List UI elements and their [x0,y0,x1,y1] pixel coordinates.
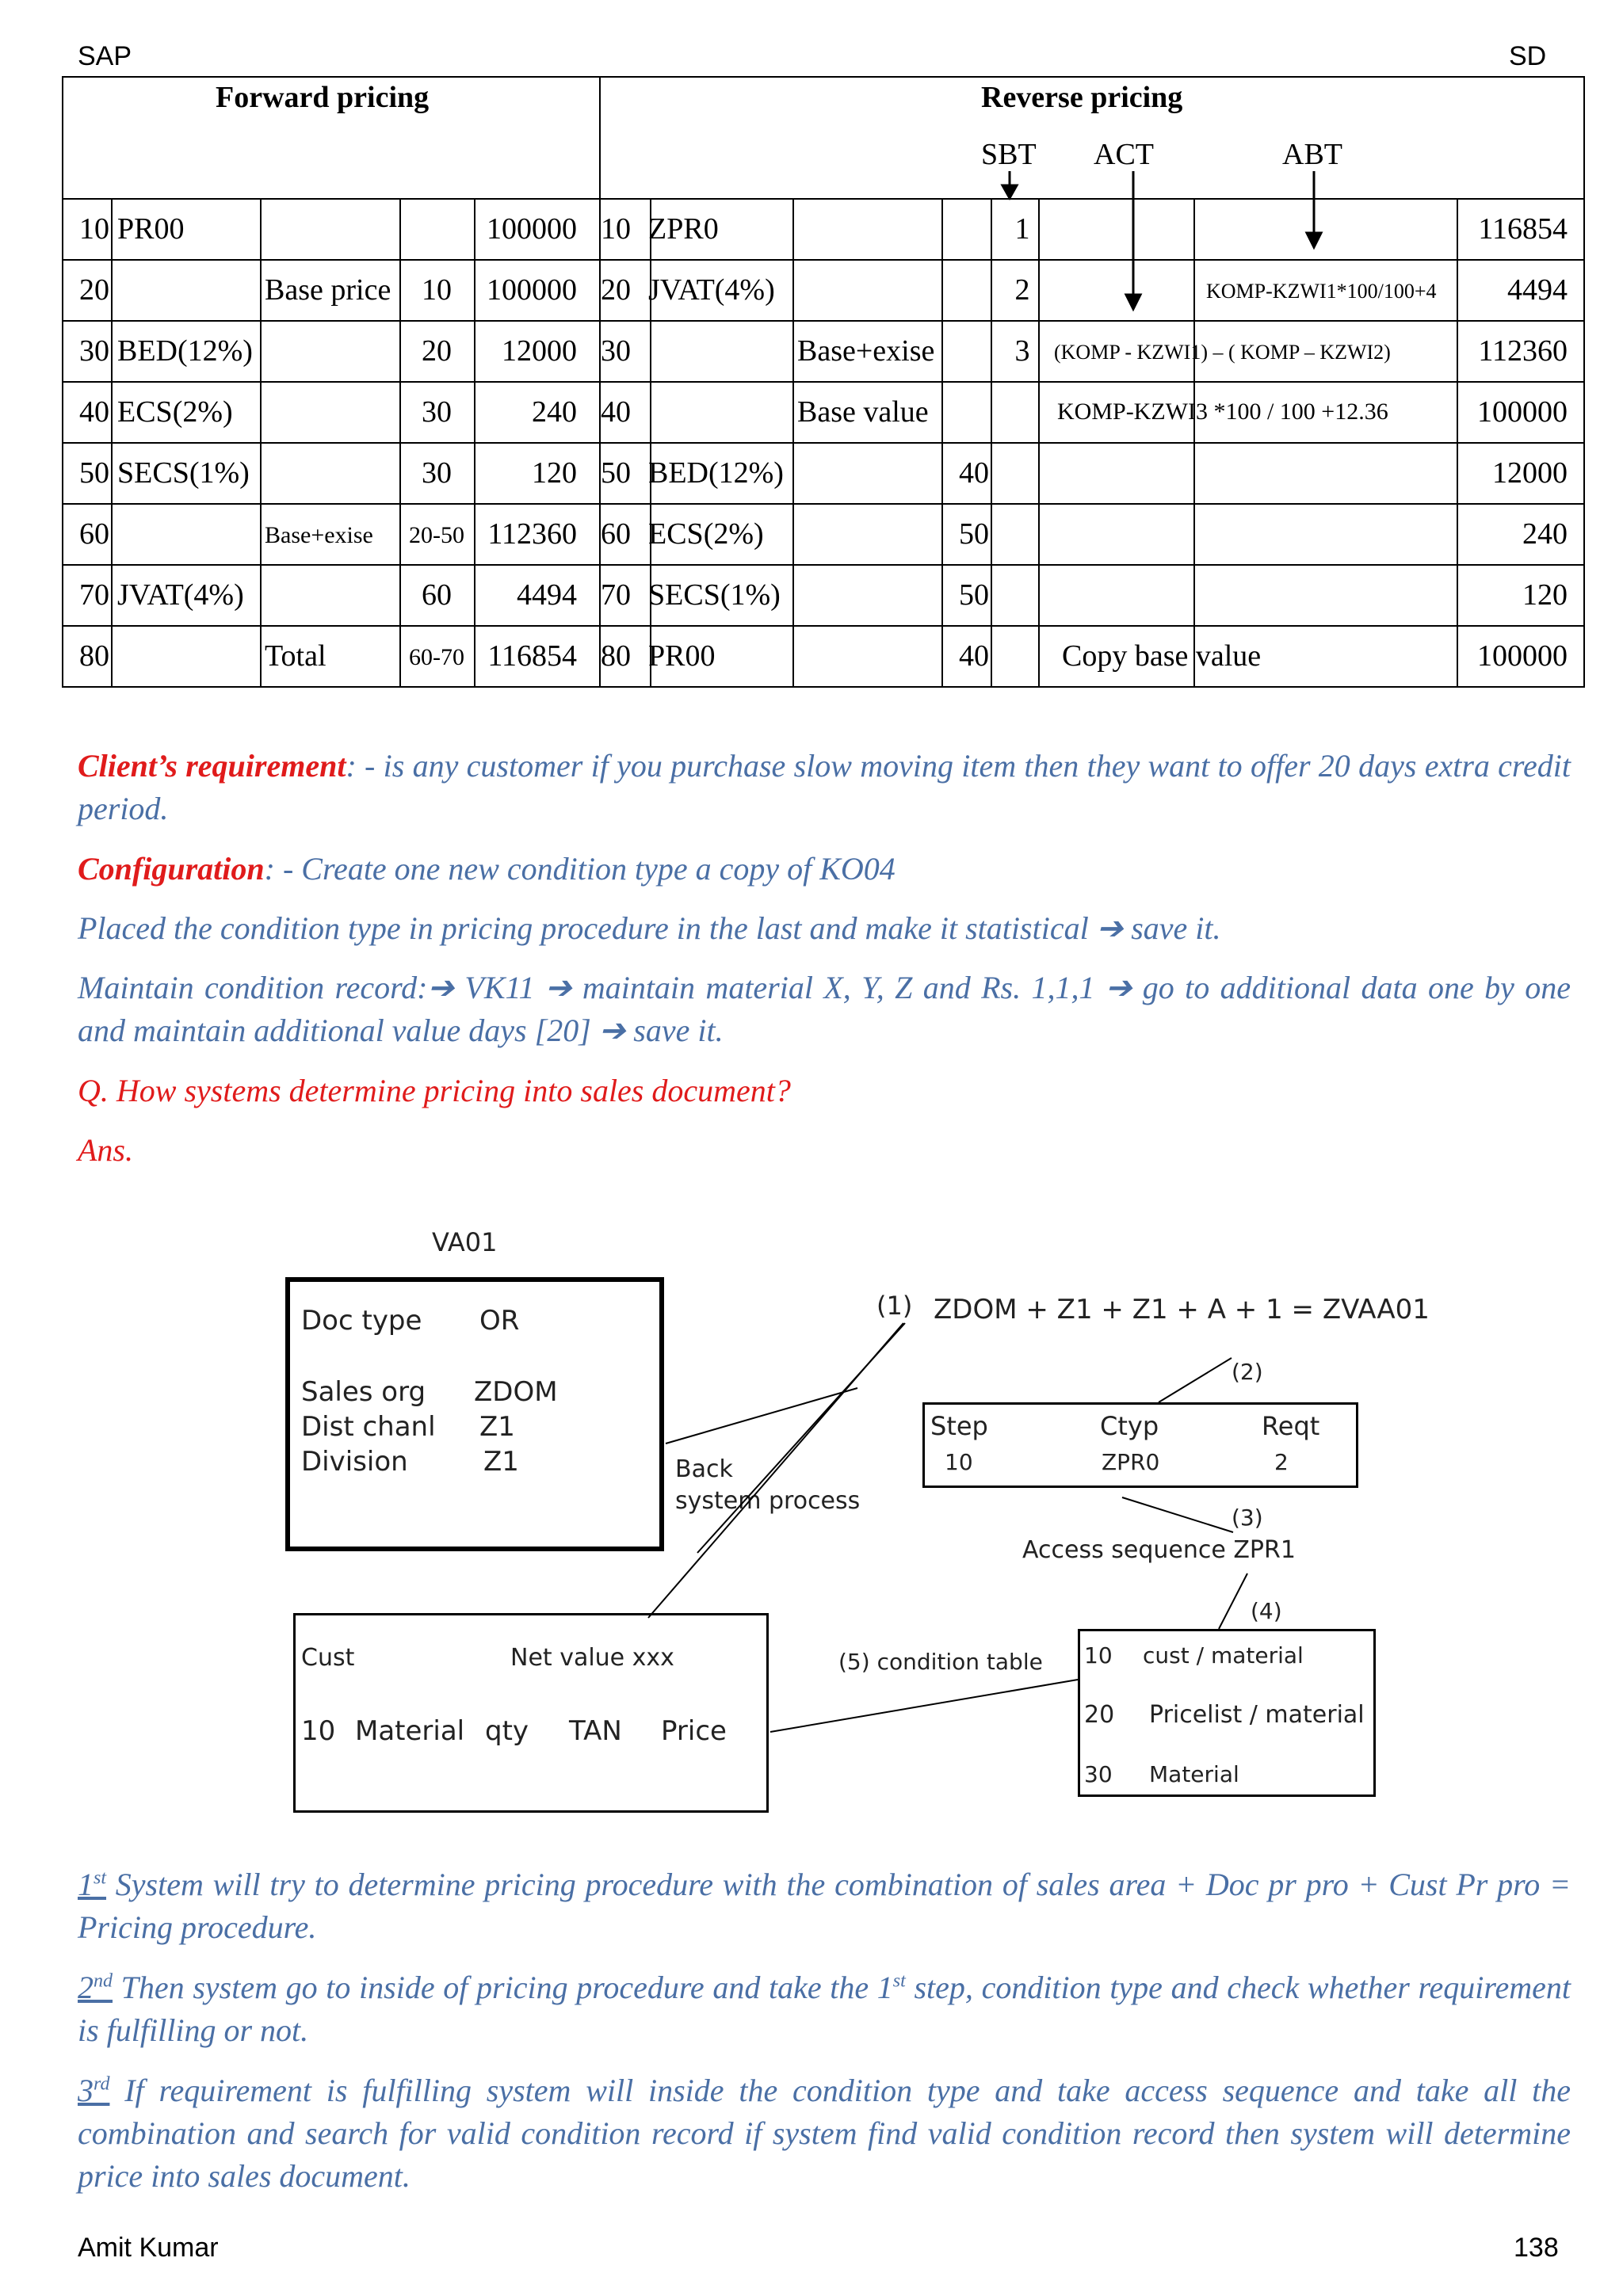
p1-body: System will try to determine pricing procedure with the combination of sales area + Doc pr pro + Cust Pr pro = Pricing procedure. [78,1867,1571,1945]
footer-page-number: 138 [1514,2233,1559,2263]
p2-ordinal [78,1970,113,2005]
step-3-label: (3) [1232,1505,1263,1531]
item-price: Price [661,1715,727,1747]
table-cell-r-step: 10 [601,212,631,246]
net-value-label: Net value xxx [510,1644,674,1672]
table-cell-f-step: 30 [79,334,109,368]
table-cell-f-val: 100000 [487,273,577,307]
step-1-label: (1) [876,1291,913,1321]
forward-pricing-title: Forward pricing [216,81,430,114]
ctyp-header: Ctyp [1100,1411,1159,1441]
table-cell-f-step: 50 [79,456,109,490]
table-cell-f-from: 20-50 [409,522,464,548]
table-cell-f-step: 40 [79,395,109,429]
table-cell-r-val: 116854 [1478,212,1568,246]
table-cell-r-formula: KOMP-KZWI1*100/100+4 [1206,280,1437,303]
p3-sup: rd [94,2073,110,2095]
table-cell-r-val: 120 [1522,578,1568,612]
header-left: SAP [78,41,132,71]
table-cell-r-val: 100000 [1477,395,1568,429]
table-cell-r-val: 240 [1522,517,1568,551]
table-cell-r-formula: Copy base value [1062,639,1262,673]
item-tan: TAN [569,1715,622,1747]
footer-author: Amit Kumar [78,2233,219,2263]
table-cell-f-from: 30 [422,395,452,429]
step-4-label: (4) [1251,1598,1282,1624]
ctyp-value: ZPR0 [1102,1449,1160,1475]
act-label: ACT [1094,138,1154,171]
dist-chanl-value: Z1 [479,1411,515,1443]
step-2-label: (2) [1232,1359,1263,1385]
placed-text: Placed the condition type in pricing procedure in the last and make it statistical ➔ save it. [78,910,1221,946]
doc-type-value: OR [479,1305,520,1337]
doc-type-label: Doc type [301,1305,422,1337]
table-cell-f-ct: ECS(2%) [117,395,233,429]
table-cell-f-from: 60-70 [409,644,464,670]
p2-num: 2 [78,1970,94,2005]
table-cell-r-from: 50 [959,578,989,612]
maintain-text: Maintain condition record:➔ VK11 ➔ maintain material X, Y, Z and Rs. 1,1,1 ➔ go to additional data one by one and maintain additional value days [20] ➔ save it. [78,970,1571,1048]
table-cell-r-val: 112360 [1478,334,1568,368]
reqt-header: Reqt [1262,1411,1320,1441]
table-cell-r-formula: KOMP-KZWI3 *100 / 100 +12.36 [1057,399,1388,425]
table-cell-f-step: 80 [79,639,109,673]
table-cell-f-val: 12000 [502,334,577,368]
p1-ordinal [78,1867,106,1902]
table-cell-f-val: 112360 [487,517,577,551]
division-value: Z1 [483,1446,519,1478]
item-number: 10 [301,1715,336,1747]
table-cell-f-ct: PR00 [117,212,185,246]
table-cell-r-c: 3 [1014,334,1030,368]
p2-body-a: Then system go to inside of pricing procedure and take the 1 [113,1970,893,2005]
ct-row-3-num: 30 [1084,1761,1113,1787]
p3-body: If requirement is fulfilling system will inside the condition type and take access sequence and take all the combination and search for valid condition record if system find valid condition record then system will determine price into sales document. [78,2073,1571,2194]
table-cell-r-from: 40 [959,639,989,673]
ct-row-1-num: 10 [1084,1642,1113,1669]
answer-label: Ans. [78,1132,133,1168]
paragraph-3 [78,2069,1571,2198]
dist-chanl-label: Dist chanl [301,1411,436,1443]
va01-label: VA01 [432,1227,498,1257]
table-cell-f-from: 10 [422,273,452,307]
table-cell-f-step: 10 [79,212,109,246]
table-cell-f-from: 20 [422,334,452,368]
table-cell-f-ct: SECS(1%) [117,456,250,490]
sales-org-value: ZDOM [474,1376,558,1408]
header-right: SD [1509,41,1547,71]
table-cell-r-ct: ZPR0 [648,212,719,246]
step-value: 10 [945,1449,973,1475]
config-label: Configuration [78,851,265,887]
table-cell-f-desc: Total [265,639,327,673]
table-cell-r-ct: PR00 [648,639,716,673]
table-cell-r-c: 1 [1014,212,1030,246]
system-process-label: system process [675,1487,861,1515]
p1-num: 1 [78,1867,94,1902]
table-cell-r-step: 20 [601,273,631,307]
config-body: : - Create one new condition type a copy of KO04 [264,851,896,887]
p1-sup: st [94,1867,107,1889]
table-cell-f-desc: Base price [265,273,391,307]
cust-label: Cust [301,1644,355,1672]
p3-ordinal [78,2073,109,2108]
table-cell-f-step: 60 [79,517,109,551]
table-cell-r-step: 50 [601,456,631,490]
p3-num: 3 [78,2073,94,2108]
table-cell-r-step: 60 [601,517,631,551]
access-sequence-label: Access sequence ZPR1 [1022,1536,1296,1564]
table-cell-r-step: 40 [601,395,631,429]
table-cell-f-from: 60 [422,578,452,612]
table-cell-f-val: 116854 [487,639,577,673]
p2-sup: nd [94,1970,113,1992]
sales-org-label: Sales org [301,1376,426,1408]
table-cell-r-val: 12000 [1492,456,1568,490]
reverse-pricing-title: Reverse pricing [981,81,1183,114]
item-material: Material [355,1715,465,1747]
table-cell-r-val: 100000 [1477,639,1568,673]
table-cell-r-step: 30 [601,334,631,368]
table-cell-r-desc: Base+exise [797,334,935,368]
item-qty: qty [485,1715,529,1747]
table-cell-r-c: 2 [1014,273,1030,307]
back-label: Back [675,1455,733,1483]
table-cell-f-ct: JVAT(4%) [117,578,244,612]
table-cell-f-val: 120 [532,456,577,490]
table-cell-r-ct: ECS(2%) [648,517,764,551]
table-cell-f-val: 240 [532,395,577,429]
table-cell-f-ct: BED(12%) [117,334,253,368]
ct-row-2-num: 20 [1084,1701,1115,1729]
table-cell-f-val: 100000 [487,212,577,246]
table-cell-f-from: 30 [422,456,452,490]
sbt-label: SBT [981,138,1037,171]
table-cell-r-from: 40 [959,456,989,490]
step-5-label: (5) condition table [838,1649,1043,1675]
table-cell-f-val: 4494 [517,578,577,612]
paragraph-1 [78,1863,1571,1949]
table-cell-r-desc: Base value [797,395,929,429]
table-cell-r-formula: (KOMP - KZWI1) – ( KOMP – KZWI2) [1054,341,1391,364]
table-cell-f-desc: Base+exise [265,522,373,548]
division-label: Division [301,1446,408,1478]
abt-label: ABT [1282,138,1342,171]
table-cell-r-ct: BED(12%) [648,456,784,490]
req-body: : - is any customer if you purchase slow moving item then they want to offer 20 days extra credit period. [78,748,1571,826]
table-cell-r-step: 70 [601,578,631,612]
table-cell-r-from: 50 [959,517,989,551]
ct-row-3-label: Material [1149,1761,1239,1787]
p2-sup2: st [892,1970,906,1992]
reqt-value: 2 [1274,1449,1289,1475]
step-header: Step [930,1411,988,1441]
ct-row-1-label: cust / material [1143,1642,1304,1669]
table-cell-f-step: 70 [79,578,109,612]
table-cell-r-ct: SECS(1%) [648,578,781,612]
ct-row-2-label: Pricelist / material [1149,1701,1365,1729]
question-text: Q. How systems determine pricing into sales document? [78,1073,791,1108]
table-cell-r-ct: JVAT(4%) [648,273,775,307]
table-cell-f-step: 20 [79,273,109,307]
req-label: Client’s requirement [78,748,346,784]
paragraph-2 [78,1966,1571,2052]
pricing-formula: ZDOM + Z1 + Z1 + A + 1 = ZVAA01 [934,1294,1430,1325]
table-cell-r-step: 80 [601,639,631,673]
table-cell-r-val: 4494 [1507,273,1568,307]
p2-body-b: step, condition type and check whether requirement is fulfilling or not. [78,1970,1571,2048]
